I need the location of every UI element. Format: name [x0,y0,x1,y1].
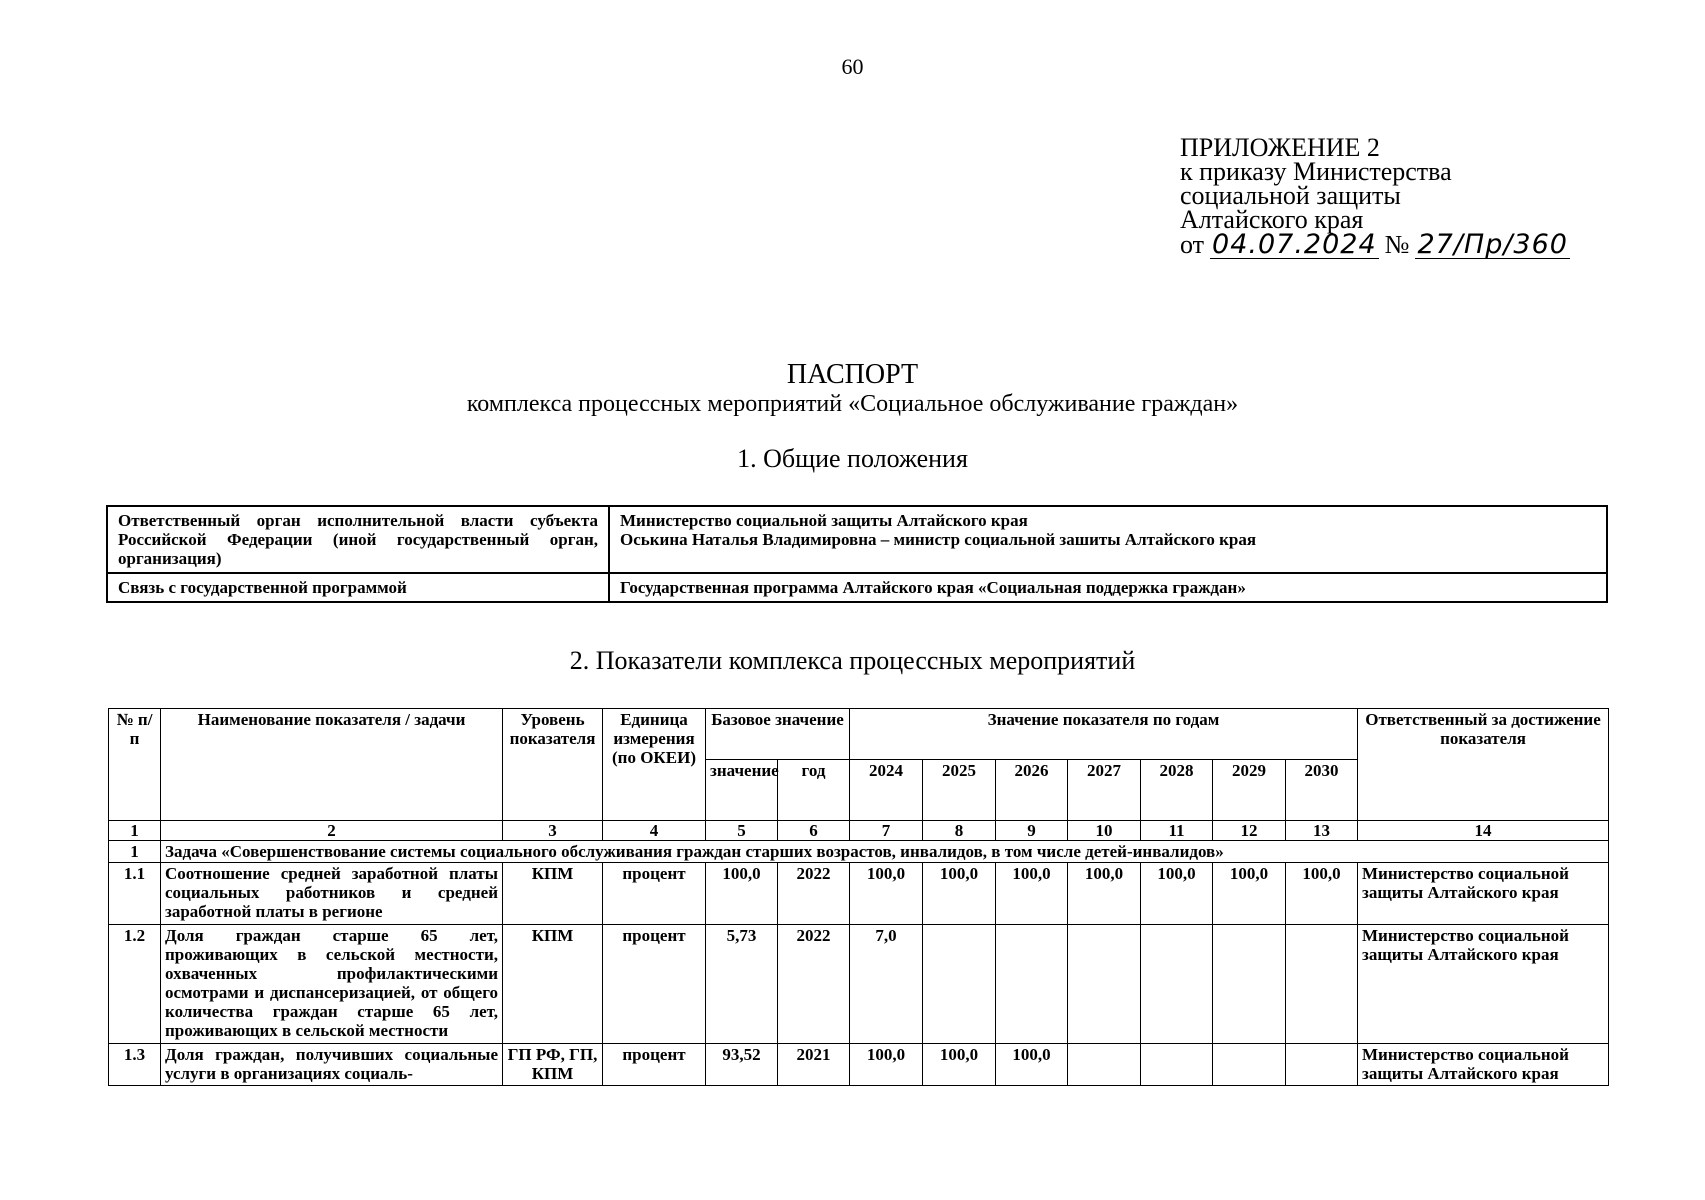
header-year: 2026 [996,760,1068,821]
order-date: 04.07.2024 [1212,229,1377,260]
row-num: 1.1 [109,863,161,925]
row-year-value: 100,0 [996,1044,1068,1086]
header-row [109,709,1609,760]
column-number: 5 [706,821,778,841]
header-level: Уровень показателя [503,709,603,821]
task-text: Задача «Совершенствование системы социального обслуживания граждан старших возрастов, инвалидов, в том числе детей-инвалидов» [161,841,1609,863]
row-year-value [996,925,1068,1044]
header-year: 2028 [1141,760,1213,821]
column-numbers-row [109,821,1609,841]
table-row [109,925,1609,1044]
appendix-line-2: социальной защиты [1180,181,1401,210]
row-year-value: 100,0 [1213,863,1286,925]
row-name: Соотношение средней заработной платы социальных работников и средней заработной платы в регионе [161,863,503,925]
row-year-value [1068,1044,1141,1086]
row-base-value: 100,0 [706,863,778,925]
row-year-value [1286,925,1358,1044]
general-label-cell: Ответственный орган исполнительной власти субъекта Российской Федерации (иной государственный орган, организация) [107,506,609,573]
column-number: 4 [603,821,706,841]
section-1-heading: 1. Общие положения [737,444,968,473]
header-responsible: Ответственный за достижение показателя [1358,709,1609,821]
row-year-value: 100,0 [923,1044,996,1086]
header-year: 2030 [1286,760,1358,821]
general-value-line: Государственная программа Алтайского края «Социальная поддержка граждан» [620,578,1246,597]
row-year-value: 100,0 [1286,863,1358,925]
appendix-line-1: к приказу Министерства [1180,157,1452,186]
row-year-value [1141,925,1213,1044]
row-unit: процент [603,1044,706,1086]
title-main: ПАСПОРТ [786,359,919,390]
general-value-line: Оськина Наталья Владимировна – министр социальной зашиты Алтайского края [620,530,1257,549]
column-number: 8 [923,821,996,841]
row-year-value [1068,925,1141,1044]
column-number: 1 [109,821,161,841]
header-base-year: год [778,760,850,821]
row-level: КПМ [503,925,603,1044]
indicators-table [108,708,1609,1086]
row-year-value [923,925,996,1044]
appendix-block [1180,133,1570,260]
row-year-value: 100,0 [996,863,1068,925]
appendix-heading: ПРИЛОЖЕНИЕ 2 [1180,133,1380,162]
row-year-value: 100,0 [850,1044,923,1086]
row-base-year: 2022 [778,925,850,1044]
column-number: 13 [1286,821,1358,841]
row-base-year: 2022 [778,863,850,925]
row-name: Доля граждан старше 65 лет, проживающих в сельской местности, охваченных профилактическими осмотрами и диспансеризацией, от общего количества граждан старше 65 лет, проживающих в сельской местности [161,925,503,1044]
column-number: 7 [850,821,923,841]
row-year-value: 100,0 [923,863,996,925]
general-provisions-table [106,505,1608,603]
row-num: 1.3 [109,1044,161,1086]
header-by-years: Значение показателя по годам [850,709,1358,760]
document-title [0,360,1705,418]
row-responsible: Министерство социальной защиты Алтайского края [1358,863,1609,925]
task-num: 1 [109,841,161,863]
column-number: 2 [161,821,503,841]
header-name: Наименование показателя / задачи [161,709,503,821]
row-year-value: 100,0 [1141,863,1213,925]
general-value-cell [609,506,1607,573]
table-row [107,573,1607,602]
table-row [109,1044,1609,1086]
order-date-number-line [1180,229,1570,260]
row-responsible: Министерство социальной защиты Алтайского края [1358,925,1609,1044]
row-base-year: 2021 [778,1044,850,1086]
table-row [107,506,1607,573]
row-year-value [1213,1044,1286,1086]
header-year: 2024 [850,760,923,821]
section-2-heading: 2. Показатели комплекса процессных мероприятий [569,646,1136,675]
column-number: 12 [1213,821,1286,841]
column-number: 11 [1141,821,1213,841]
general-value-line: Министерство социальной защиты Алтайского края [620,511,1028,530]
page-number: 60 [841,54,864,79]
table-row [109,863,1609,925]
from-label: от [1180,230,1205,259]
row-year-value: 100,0 [850,863,923,925]
header-num: № п/п [109,709,161,821]
column-number: 14 [1358,821,1609,841]
header-base: Базовое значение [706,709,850,760]
row-year-value: 7,0 [850,925,923,1044]
header-year: 2027 [1068,760,1141,821]
row-responsible: Министерство социальной защиты Алтайского края [1358,1044,1609,1086]
row-unit: процент [603,925,706,1044]
row-year-value [1141,1044,1213,1086]
appendix-line-3: Алтайского края [1180,205,1364,234]
column-number: 3 [503,821,603,841]
task-row [109,841,1609,863]
row-level: КПМ [503,863,603,925]
row-name: Доля граждан, получивших социальные услуги в организациях социаль- [161,1044,503,1086]
title-sub: комплекса процессных мероприятий «Социальное обслуживание граждан» [466,391,1239,417]
header-base-value: значение [706,760,778,821]
row-year-value [1286,1044,1358,1086]
header-unit: Единица измерения (по ОКЕИ) [603,709,706,821]
row-base-value: 5,73 [706,925,778,1044]
row-year-value: 100,0 [1068,863,1141,925]
column-number: 6 [778,821,850,841]
header-year: 2025 [923,760,996,821]
row-level: ГП РФ, ГП, КПМ [503,1044,603,1086]
row-year-value [1213,925,1286,1044]
number-label: № [1384,230,1410,259]
header-year: 2029 [1213,760,1286,821]
row-base-value: 93,52 [706,1044,778,1086]
general-value-cell [609,573,1607,602]
general-label-cell: Связь с государственной программой [107,573,609,602]
column-number: 9 [996,821,1068,841]
column-number: 10 [1068,821,1141,841]
row-num: 1.2 [109,925,161,1044]
row-unit: процент [603,863,706,925]
order-number: 27/Пр/360 [1417,229,1568,260]
